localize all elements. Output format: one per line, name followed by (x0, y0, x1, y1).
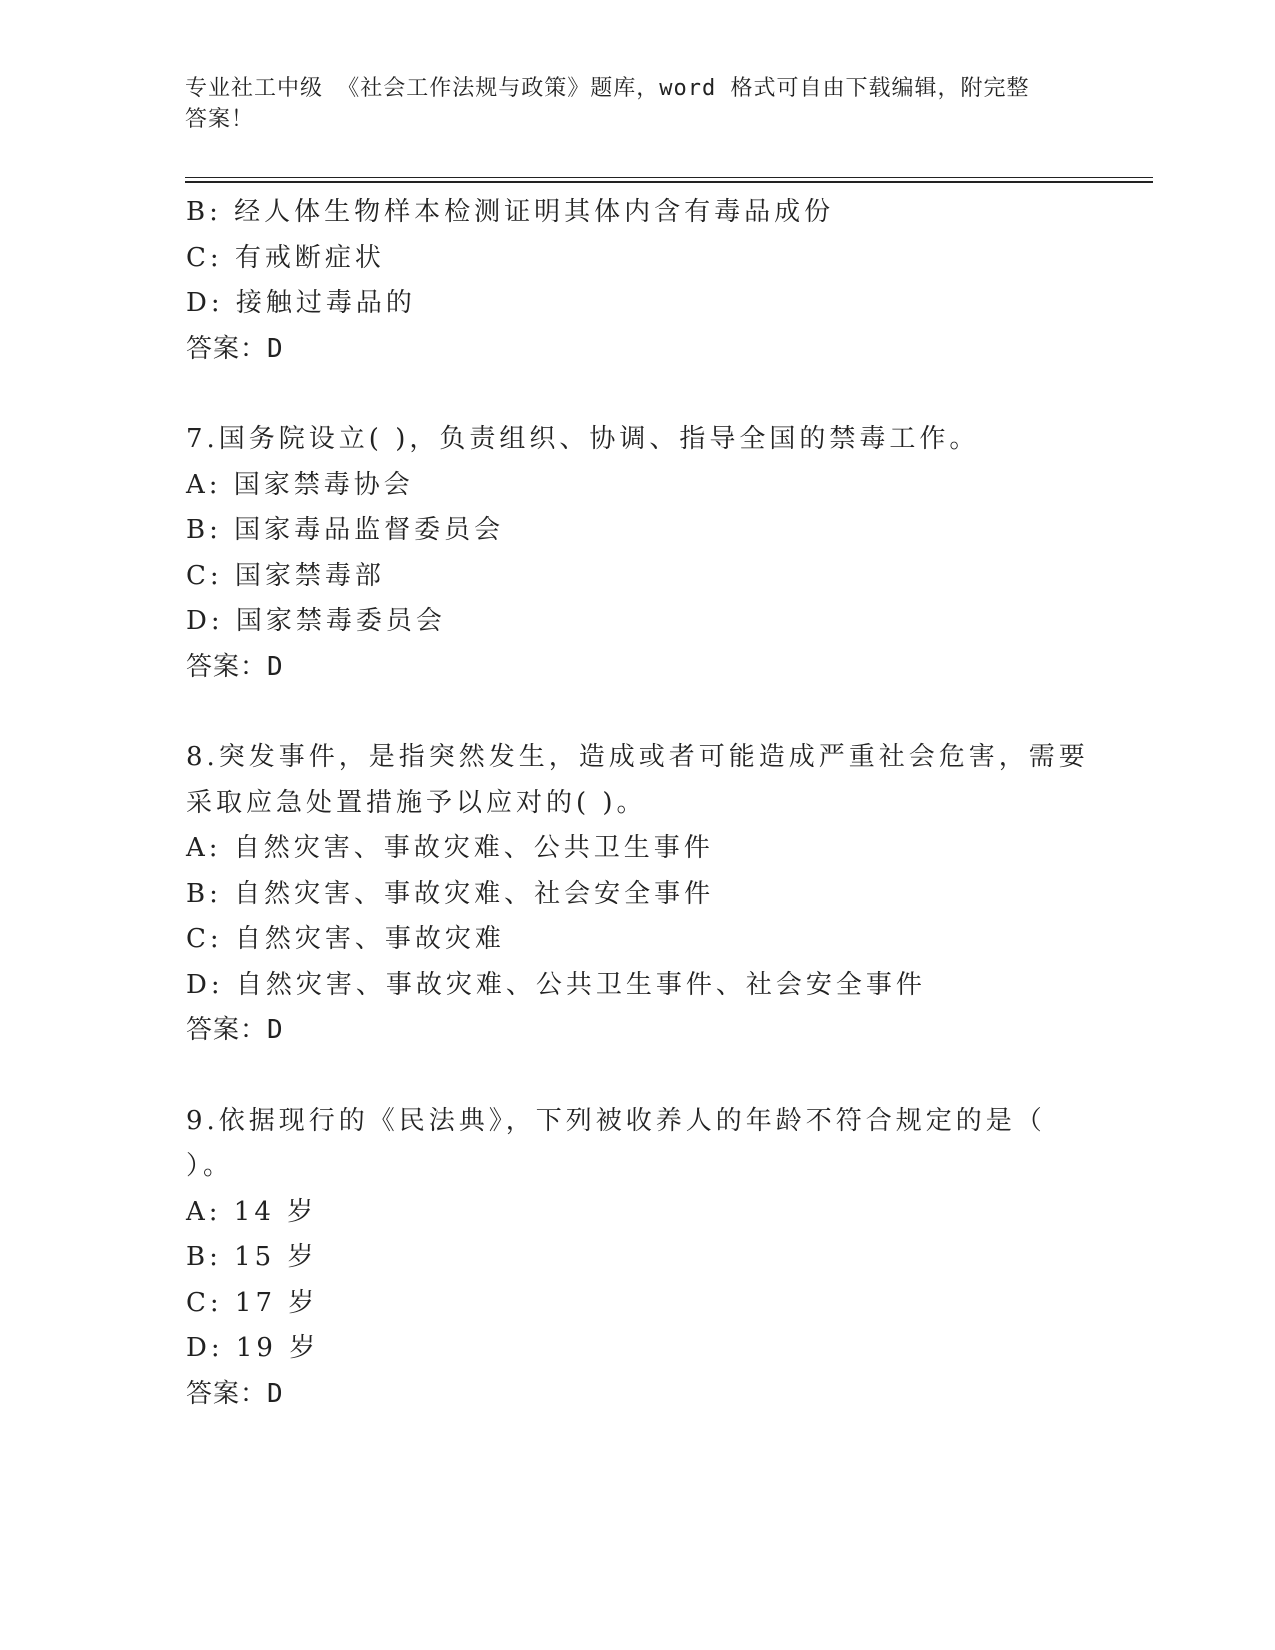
header-divider-thin (185, 177, 1153, 178)
option-b: B: 自然灾害、事故灾难、社会安全事件 (186, 878, 715, 909)
option-c: C: 有戒断症状 (186, 242, 385, 273)
option-a: A: 国家禁毒协会 (186, 469, 414, 500)
question-8-block (186, 735, 1126, 1054)
option-d: D: 接触过毒品的 (186, 288, 416, 318)
question-6-block (186, 190, 1126, 372)
answer: 答案：D (186, 1378, 284, 1409)
question-text-line-1: 9.依据现行的《民法典》，下列被收养人的年龄不符合规定的是（ (186, 1105, 1046, 1136)
spacer (186, 690, 1126, 735)
option-b: B: 15 岁 (186, 1242, 318, 1272)
question-7-block (186, 417, 1126, 690)
option-c: C: 自然灾害、事故灾难 (186, 924, 505, 954)
question-text-line-1: 8.突发事件，是指突然发生，造成或者可能造成严重社会危害，需要 (186, 742, 1089, 772)
question-text-line-2: ）。 (186, 1151, 234, 1181)
option-b: B: 经人体生物样本检测证明其体内含有毒品成份 (186, 197, 835, 227)
question-text-line-2: 采取应急处置措施予以应对的( )。 (186, 787, 647, 818)
question-text: 7.国务院设立( )，负责组织、协调、指导全国的禁毒工作。 (186, 424, 980, 454)
option-a: A: 14 岁 (186, 1196, 318, 1227)
header-divider-thick (185, 181, 1153, 183)
document-header (185, 73, 1085, 135)
option-b: B: 国家毒品监督委员会 (186, 515, 505, 545)
option-a: A: 自然灾害、事故灾难、公共卫生事件 (186, 833, 714, 863)
spacer (186, 1054, 1126, 1099)
answer: 答案：D (186, 1015, 284, 1045)
header-line-2: 答案！ (185, 107, 255, 132)
option-d: D: 19 岁 (186, 1333, 320, 1363)
option-d: D: 国家禁毒委员会 (186, 606, 446, 636)
option-c: C: 17 岁 (186, 1287, 319, 1318)
question-list (186, 190, 1126, 1417)
option-c: C: 国家禁毒部 (186, 560, 385, 591)
answer: 答案：D (186, 651, 284, 682)
question-9-block (186, 1099, 1126, 1418)
option-d: D: 自然灾害、事故灾难、公共卫生事件、社会安全事件 (186, 969, 926, 1000)
spacer (186, 372, 1126, 417)
answer: 答案：D (186, 333, 284, 364)
header-line-1: 专业社工中级 《社会工作法规与政策》题库，word 格式可自由下载编辑，附完整 (185, 76, 1030, 101)
